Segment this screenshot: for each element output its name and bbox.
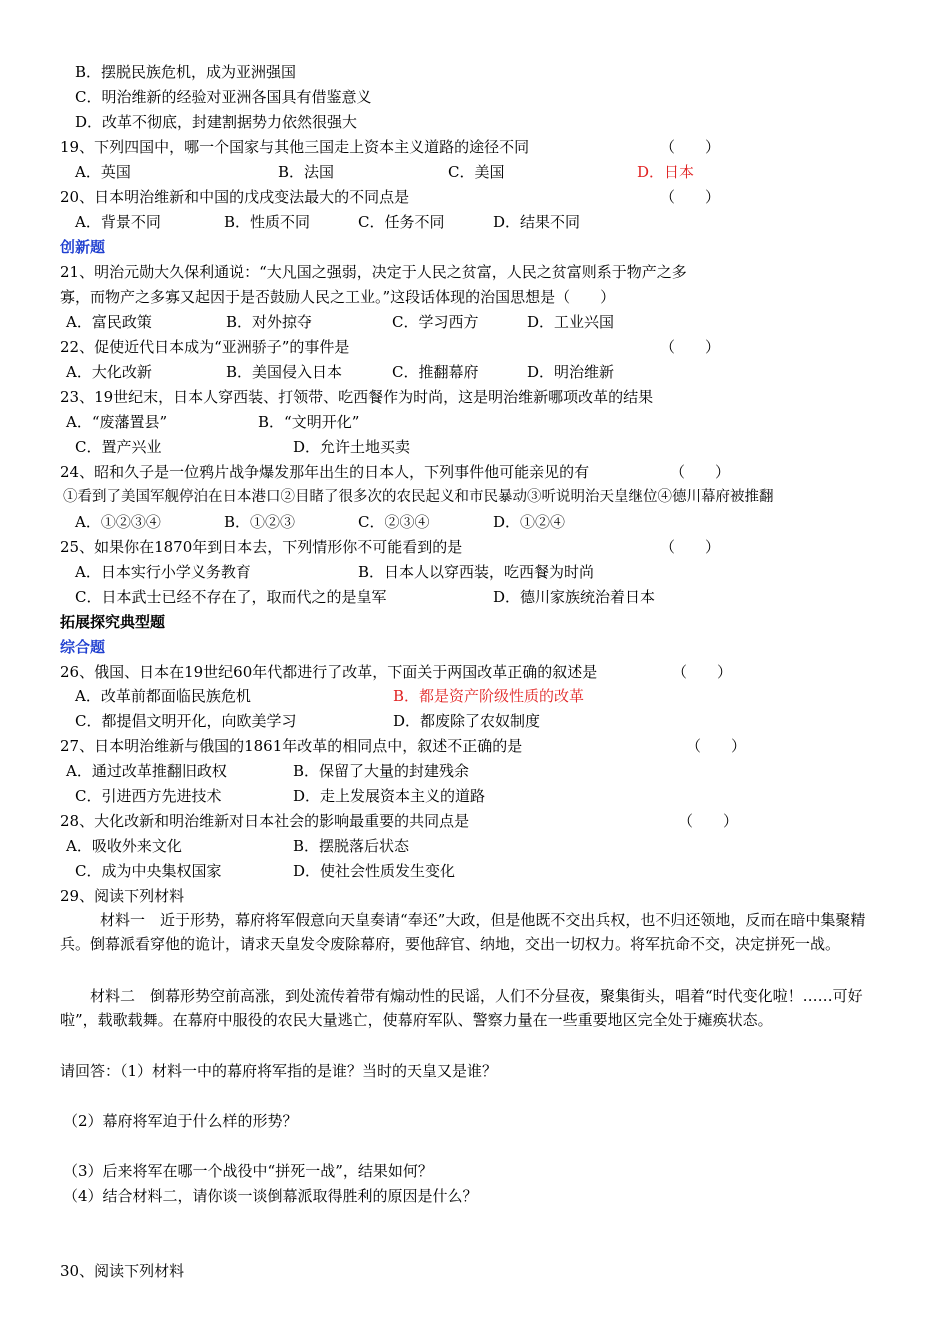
q20-option-d: D．结果不同 xyxy=(493,213,581,231)
question-30: 30、阅读下列材料 xyxy=(60,1262,185,1280)
q19-option-b: B．法国 xyxy=(278,163,335,181)
q19-option-c: C．美国 xyxy=(448,163,505,181)
material-two: 材料二 倒幕形势空前高涨，到处流传着带有煽动性的民谣，人们不分昼夜，聚集街头，唱着“时代变化啦！……可好啦”，载歌载舞。在幕府中服役的农民大量逃亡，使幕府军队、警察力量在一些重要地区完全处于瘫痪状态。 xyxy=(60,987,863,1029)
q20-option-a: A．背景不同 xyxy=(75,213,161,231)
q20-option-b: B．性质不同 xyxy=(224,213,311,231)
q28-option-b: B．摆脱落后状态 xyxy=(293,837,410,855)
question-19: 19、下列四国中，哪一个国家与其他三国走上资本主义道路的途径不同 xyxy=(60,138,530,156)
question-29-ask-1: 请回答：（1）材料一中的幕府将军指的是谁？当时的天皇又是谁？ xyxy=(60,1062,498,1080)
question-21-line1: 21、明治元勋大久保利通说：“大凡国之强弱，决定于人民之贫富，人民之贫富则系于物产之多 xyxy=(60,263,687,281)
q24-option-a: A．①②③④ xyxy=(75,513,161,531)
question-22: 22、促使近代日本成为“亚洲骄子”的事件是 xyxy=(60,338,350,356)
question-23: 23、19世纪末，日本人穿西装、打领带、吃西餐作为时尚，这是明治维新哪项改革的结果 xyxy=(60,388,654,406)
question-29: 29、阅读下列材料 xyxy=(60,887,185,905)
q22-option-b: B．美国侵入日本 xyxy=(226,363,343,381)
q25-option-d: D．德川家族统治着日本 xyxy=(493,588,656,606)
answer-paren: （ ） xyxy=(660,138,721,156)
section-heading-extension: 拓展探究典型题 xyxy=(60,613,166,631)
option-line: C．明治维新的经验对亚洲各国具有借鉴意义 xyxy=(75,88,372,106)
answer-paren: （ ） xyxy=(660,338,721,356)
question-29-ask-4: （4）结合材料二，请你谈一谈倒幕派取得胜利的原因是什么？ xyxy=(63,1187,478,1205)
q19-option-d-answer: D．日本 xyxy=(637,163,695,181)
answer-paren: （ ） xyxy=(670,463,731,481)
question-24: 24、昭和久子是一位鸦片战争爆发那年出生的日本人，下列事件他可能亲见的有 xyxy=(60,463,590,481)
question-27: 27、日本明治维新与俄国的1861年改革的相同点中，叙述不正确的是 xyxy=(60,737,523,755)
q26-option-b-answer: B．都是资产阶级性质的改革 xyxy=(393,687,585,705)
question-26: 26、俄国、日本在19世纪60年代都进行了改革，下面关于两国改革正确的叙述是 xyxy=(60,663,598,681)
q23-option-c: C．置产兴业 xyxy=(75,438,162,456)
q26-option-d: D．都废除了农奴制度 xyxy=(393,712,541,730)
q23-option-a: A．“废藩置县” xyxy=(66,413,168,431)
option-line: B．摆脱民族危机，成为亚洲强国 xyxy=(75,63,297,81)
question-25: 25、如果你在1870年到日本去，下列情形你不可能看到的是 xyxy=(60,538,463,556)
q22-option-c: C．推翻幕府 xyxy=(392,363,479,381)
question-28: 28、大化改新和明治维新对日本社会的影响最重要的共同点是 xyxy=(60,812,470,830)
q24-option-c: C．②③④ xyxy=(358,513,430,531)
q20-option-c: C．任务不同 xyxy=(358,213,445,231)
section-heading-comprehensive: 综合题 xyxy=(60,638,106,656)
q21-option-a: A．富民政策 xyxy=(66,313,152,331)
q19-option-a: A．英国 xyxy=(75,163,131,181)
q21-option-d: D．工业兴国 xyxy=(527,313,615,331)
q28-option-d: D．使社会性质发生变化 xyxy=(293,862,456,880)
q25-option-c: C．日本武士已经不存在了，取而代之的是皇军 xyxy=(75,588,387,606)
q22-option-a: A．大化改新 xyxy=(66,363,152,381)
q28-option-c: C．成为中央集权国家 xyxy=(75,862,222,880)
q25-option-a: A．日本实行小学义务教育 xyxy=(75,563,251,581)
q22-option-d: D．明治维新 xyxy=(527,363,615,381)
option-line: D．改革不彻底，封建割据势力依然很强大 xyxy=(75,113,358,131)
q21-option-c: C．学习西方 xyxy=(392,313,479,331)
q24-option-d: D．①②④ xyxy=(493,513,566,531)
q27-option-b: B．保留了大量的封建残余 xyxy=(293,762,470,780)
section-heading-innovation: 创新题 xyxy=(60,238,106,256)
q23-option-b: B．“文明开化” xyxy=(258,413,360,431)
q21-option-b: B．对外掠夺 xyxy=(226,313,313,331)
q24-events-list: ①看到了美国军舰停泊在日本港口②目睹了很多次的农民起义和市民暴动③听说明治天皇继位④德川幕府被推翻 xyxy=(63,489,774,505)
q26-option-c: C．都提倡文明开化，向欧美学习 xyxy=(75,712,297,730)
question-21-line2: 寡，而物产之多寡又起因于是否鼓励人民之工业。”这段话体现的治国思想是（ ） xyxy=(60,288,616,306)
question-20: 20、日本明治维新和中国的戊戌变法最大的不同点是 xyxy=(60,188,410,206)
q27-option-c: C．引进西方先进技术 xyxy=(75,787,222,805)
answer-paren: （ ） xyxy=(678,812,739,830)
answer-paren: （ ） xyxy=(672,663,733,681)
q28-option-a: A．吸收外来文化 xyxy=(66,837,182,855)
answer-paren: （ ） xyxy=(660,188,721,206)
q23-option-d: D．允许土地买卖 xyxy=(293,438,411,456)
answer-paren: （ ） xyxy=(660,538,721,556)
q25-option-b: B．日本人以穿西装，吃西餐为时尚 xyxy=(358,563,595,581)
material-one: 材料一 近于形势，幕府将军假意向天皇奏请“奉还”大政，但是他既不交出兵权，也不归还领地，反而在暗中集聚精兵。倒幕派看穿他的诡计，请求天皇发令废除幕府，要他辞官、纳地，交出一切权力。将军抗命不交，决定拼死一战。 xyxy=(60,911,866,953)
question-29-ask-2: （2）幕府将军迫于什么样的形势？ xyxy=(63,1112,298,1130)
q24-option-b: B．①②③ xyxy=(224,513,296,531)
answer-paren: （ ） xyxy=(686,737,747,755)
q26-option-a: A．改革前都面临民族危机 xyxy=(75,687,251,705)
question-29-ask-3: （3）后来将军在哪一个战役中“拼死一战”，结果如何？ xyxy=(63,1162,433,1180)
q27-option-a: A．通过改革推翻旧政权 xyxy=(66,762,227,780)
q27-option-d: D．走上发展资本主义的道路 xyxy=(293,787,486,805)
